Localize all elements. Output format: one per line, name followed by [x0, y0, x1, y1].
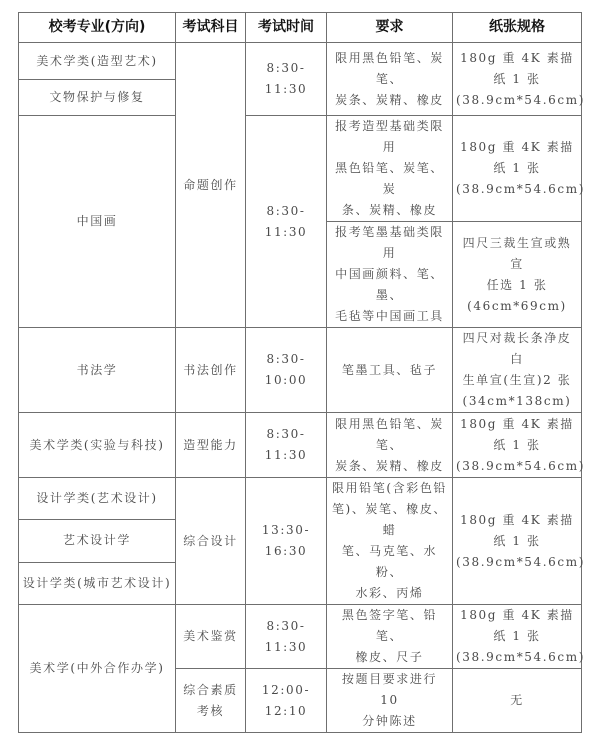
header-subject: 考试科目 — [176, 13, 246, 43]
requirements-cell — [327, 222, 453, 328]
header-requirements: 要求 — [327, 13, 453, 43]
header-time: 考试时间 — [246, 13, 327, 43]
text-line: (38.9cm*54.6cm) — [456, 92, 585, 107]
paper-cell — [453, 43, 585, 116]
paper-cell — [453, 116, 585, 222]
text-line: 报考笔墨基础类限用 — [335, 225, 444, 260]
paper-cell — [453, 478, 585, 605]
requirements-cell — [327, 413, 453, 478]
major-cell: 文物保护与修复 — [19, 80, 176, 116]
text-line: 生单宣(生宣)2 张 — [462, 373, 572, 387]
subject-cell: 综合设计 — [176, 478, 246, 605]
text-line: 笔)、炭笔、橡皮、蜡 — [331, 502, 448, 537]
text-line: 180g 重 4K 素描纸 1 张 — [460, 50, 574, 86]
major-cell: 艺术设计学 — [19, 520, 176, 562]
text-line: (38.9cm*54.6cm) — [456, 554, 585, 569]
header-major: 校考专业(方向) — [19, 13, 176, 43]
major-cell: 设计学类(艺术设计) — [19, 478, 176, 520]
header-paper: 纸张规格 — [453, 13, 582, 43]
text-line: 限用铅笔(含彩色铅 — [331, 481, 448, 495]
text-line: 按题目要求进行 10 — [341, 672, 438, 707]
text-line: 条、炭精、橡皮 — [341, 203, 438, 217]
major-cell: 美术学(中外合作办学) — [19, 605, 176, 733]
major-cell: 美术学类(实验与科技) — [19, 413, 176, 478]
text-line: 水彩、丙烯 — [355, 586, 424, 600]
text-line: 限用黑色铅笔、炭笔、 — [335, 416, 444, 452]
exam-schedule-table — [18, 12, 585, 733]
paper-cell — [453, 222, 582, 328]
text-line: 考核 — [196, 703, 225, 718]
subject-cell: 美术鉴赏 — [176, 605, 246, 669]
text-line: 180g 重 4K 素描纸 1 张 — [460, 416, 574, 452]
table-row — [19, 43, 582, 80]
text-line: (38.9cm*54.6cm) — [456, 650, 585, 664]
subject-cell: 命题创作 — [176, 43, 246, 328]
text-line: 限用黑色铅笔、炭笔、 — [335, 50, 444, 86]
text-line: 橡皮、尺子 — [355, 650, 424, 664]
text-line: (38.9cm*54.6cm) — [456, 458, 585, 473]
text-line: 四尺三裁生宣或熟宣 — [462, 235, 572, 271]
time-cell: 13:30-16:30 — [246, 478, 327, 605]
text-line: 四尺对裁长条净皮白 — [462, 331, 572, 366]
text-line: 180g 重 4K 素描纸 1 张 — [460, 512, 574, 548]
text-line: 炭条、炭精、橡皮 — [335, 458, 444, 473]
time-cell: 8:30-11:30 — [246, 43, 327, 116]
text-line: 炭条、炭精、橡皮 — [335, 92, 444, 107]
table-row — [19, 605, 582, 669]
subject-cell: 造型能力 — [176, 413, 246, 478]
requirements-cell — [327, 605, 453, 669]
text-line: 180g 重 4K 素描纸 1 张 — [460, 608, 574, 643]
table-row — [19, 478, 582, 520]
table-row — [19, 116, 582, 222]
text-line: (34cm*138cm) — [462, 394, 572, 408]
requirements-cell — [327, 478, 453, 605]
time-cell: 8:30-11:30 — [246, 116, 327, 328]
paper-cell: 无 — [453, 669, 582, 733]
major-cell: 中国画 — [19, 116, 176, 328]
paper-cell — [453, 413, 585, 478]
subject-cell: 书法创作 — [176, 328, 246, 413]
paper-cell — [453, 328, 582, 413]
requirements-cell — [327, 669, 453, 733]
text-line: 中国画颜料、笔、墨、 — [335, 267, 444, 302]
table-row — [19, 413, 582, 478]
text-line: (46cm*69cm) — [467, 298, 567, 313]
text-line: 任选 1 张 — [486, 277, 548, 292]
text-line: 黑色铅笔、炭笔、炭 — [335, 161, 444, 196]
text-line: (38.9cm*54.6cm) — [456, 182, 585, 196]
requirements-cell — [327, 116, 453, 222]
paper-cell — [453, 605, 585, 669]
text-line: 报考造型基础类限用 — [335, 119, 444, 154]
major-cell: 书法学 — [19, 328, 176, 413]
time-cell: 8:30-11:30 — [246, 413, 327, 478]
text-line: 笔、马克笔、水粉、 — [341, 544, 438, 579]
time-cell: 8:30-11:30 — [246, 605, 327, 669]
text-line: 黑色签字笔、铅笔、 — [341, 608, 438, 643]
text-line: 综合素质 — [183, 682, 238, 697]
header-row — [19, 13, 582, 43]
table-row — [19, 328, 582, 413]
text-line: 毛毡等中国画工具 — [335, 309, 444, 323]
requirements-cell: 笔墨工具、毡子 — [327, 328, 453, 413]
time-cell: 8:30-10:00 — [246, 328, 327, 413]
major-cell: 设计学类(城市艺术设计) — [19, 562, 176, 604]
subject-cell — [176, 669, 246, 733]
text-line: 分钟陈述 — [362, 714, 417, 728]
major-cell: 美术学类(造型艺术) — [19, 43, 176, 80]
text-line: 180g 重 4K 素描纸 1 张 — [460, 140, 574, 175]
time-cell: 12:00-12:10 — [246, 669, 327, 733]
requirements-cell — [327, 43, 453, 116]
